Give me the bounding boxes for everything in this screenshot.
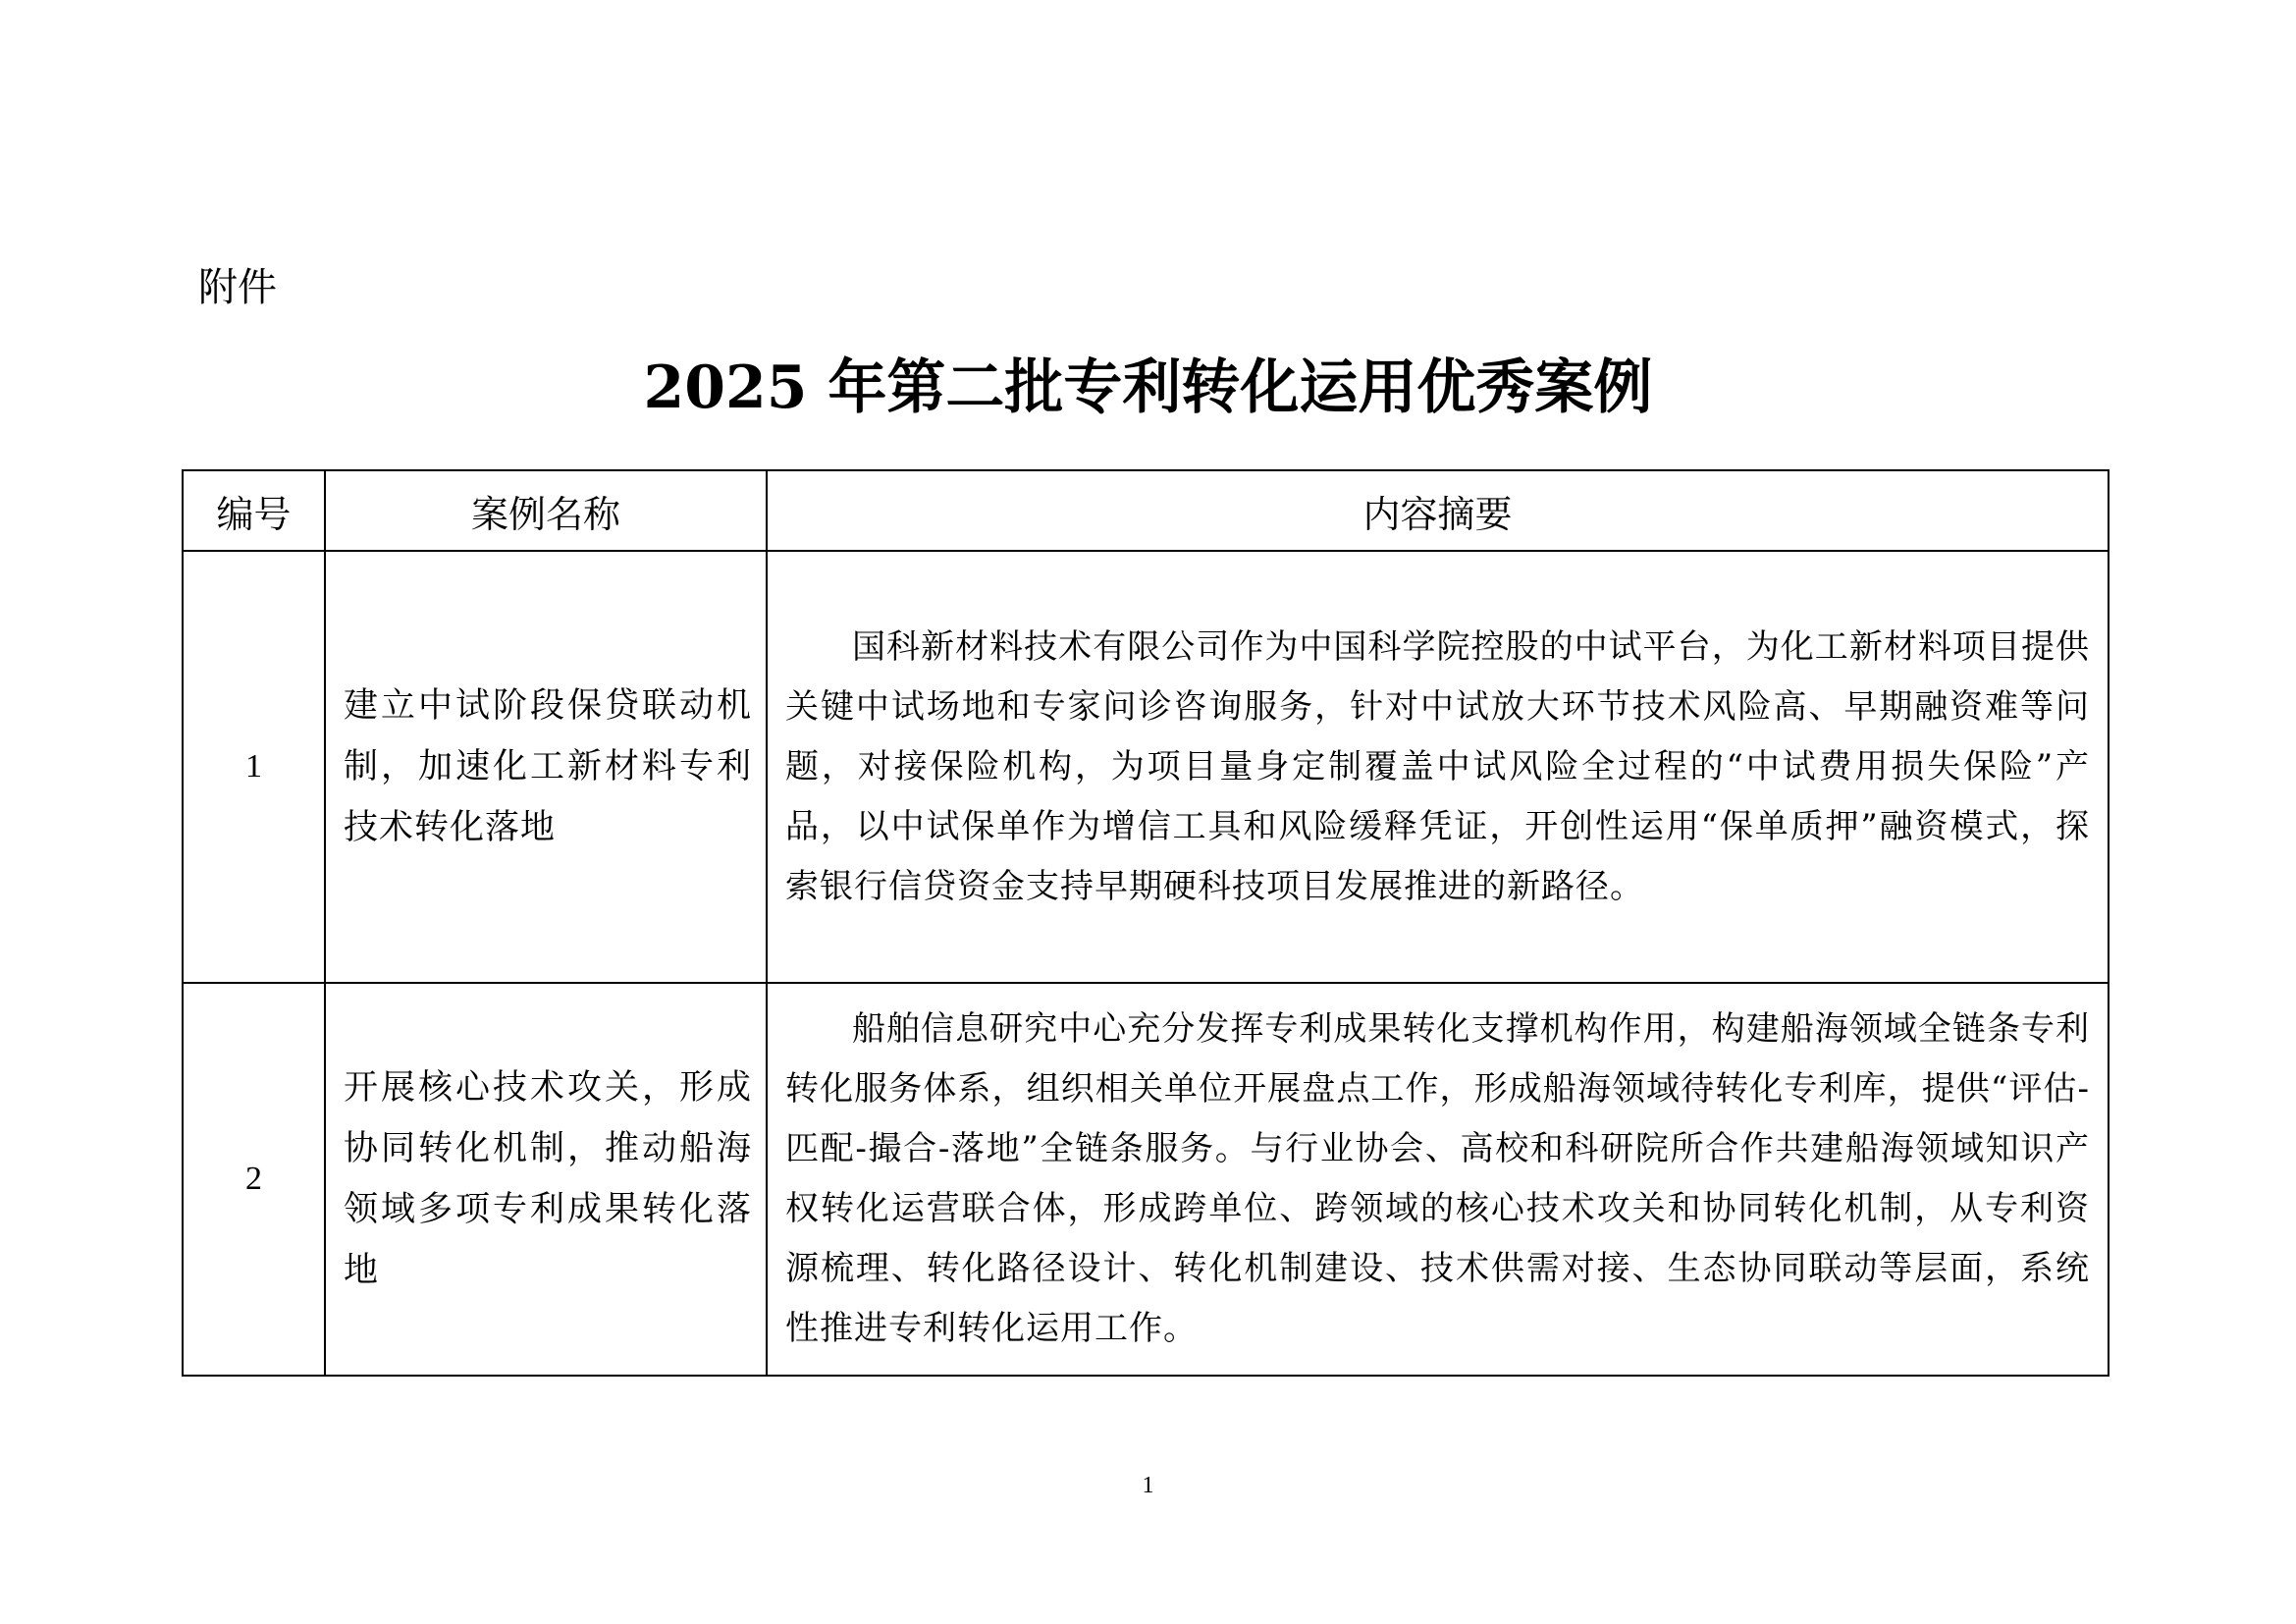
- table-row: [183, 983, 2109, 1376]
- header-name: 案例名称: [325, 470, 767, 551]
- header-number: 编号: [183, 470, 325, 551]
- case-table: [182, 469, 2109, 1377]
- document-title: 2025 年第二批专利转化运用优秀案例: [643, 353, 1653, 422]
- attachment-label: 附件: [198, 265, 277, 310]
- table-row: [183, 551, 2109, 983]
- page-number: 1: [1142, 1473, 1154, 1498]
- case-name: 建立中试阶段保贷联动机制，加速化工新材料专利技术转化落地: [325, 551, 767, 983]
- case-number: 2: [183, 983, 325, 1376]
- case-summary-cell: [767, 551, 2109, 983]
- case-summary-cell: [767, 983, 2109, 1376]
- case-summary: 国科新材料技术有限公司作为中国科学院控股的中试平台，为化工新材料项目提供关键中试场地和专家问诊咨询服务，针对中试放大环节技术风险高、早期融资难等问题，对接保险机构，为项目量身定制覆盖中试风险全过程的“中试费用损失保险”产品，以中试保单作为增信工具和风险缓释凭证，开创性运用“保单质押”融资模式，探索银行信贷资金支持早期硬科技项目发展推进的新路径。: [785, 626, 2090, 906]
- case-summary: 船舶信息研究中心充分发挥专利成果转化支撑机构作用，构建船海领域全链条专利转化服务体系，组织相关单位开展盘点工作，形成船海领域待转化专利库，提供“评估-匹配-撮合-落地”全链条服务。与行业协会、高校和科研院所合作共建船海领域知识产权转化运营联合体，形成跨单位、跨领域的核心技术攻关和协同转化机制，从专利资源梳理、转化路径设计、转化机制建设、技术供需对接、生态协同联动等层面，系统性推进专利转化运用工作。: [785, 1009, 2090, 1348]
- header-summary: 内容摘要: [767, 470, 2109, 551]
- table-header-row: [183, 470, 2109, 551]
- case-name: 开展核心技术攻关，形成协同转化机制，推动船海领域多项专利成果转化落地: [325, 983, 767, 1376]
- case-number: 1: [183, 551, 325, 983]
